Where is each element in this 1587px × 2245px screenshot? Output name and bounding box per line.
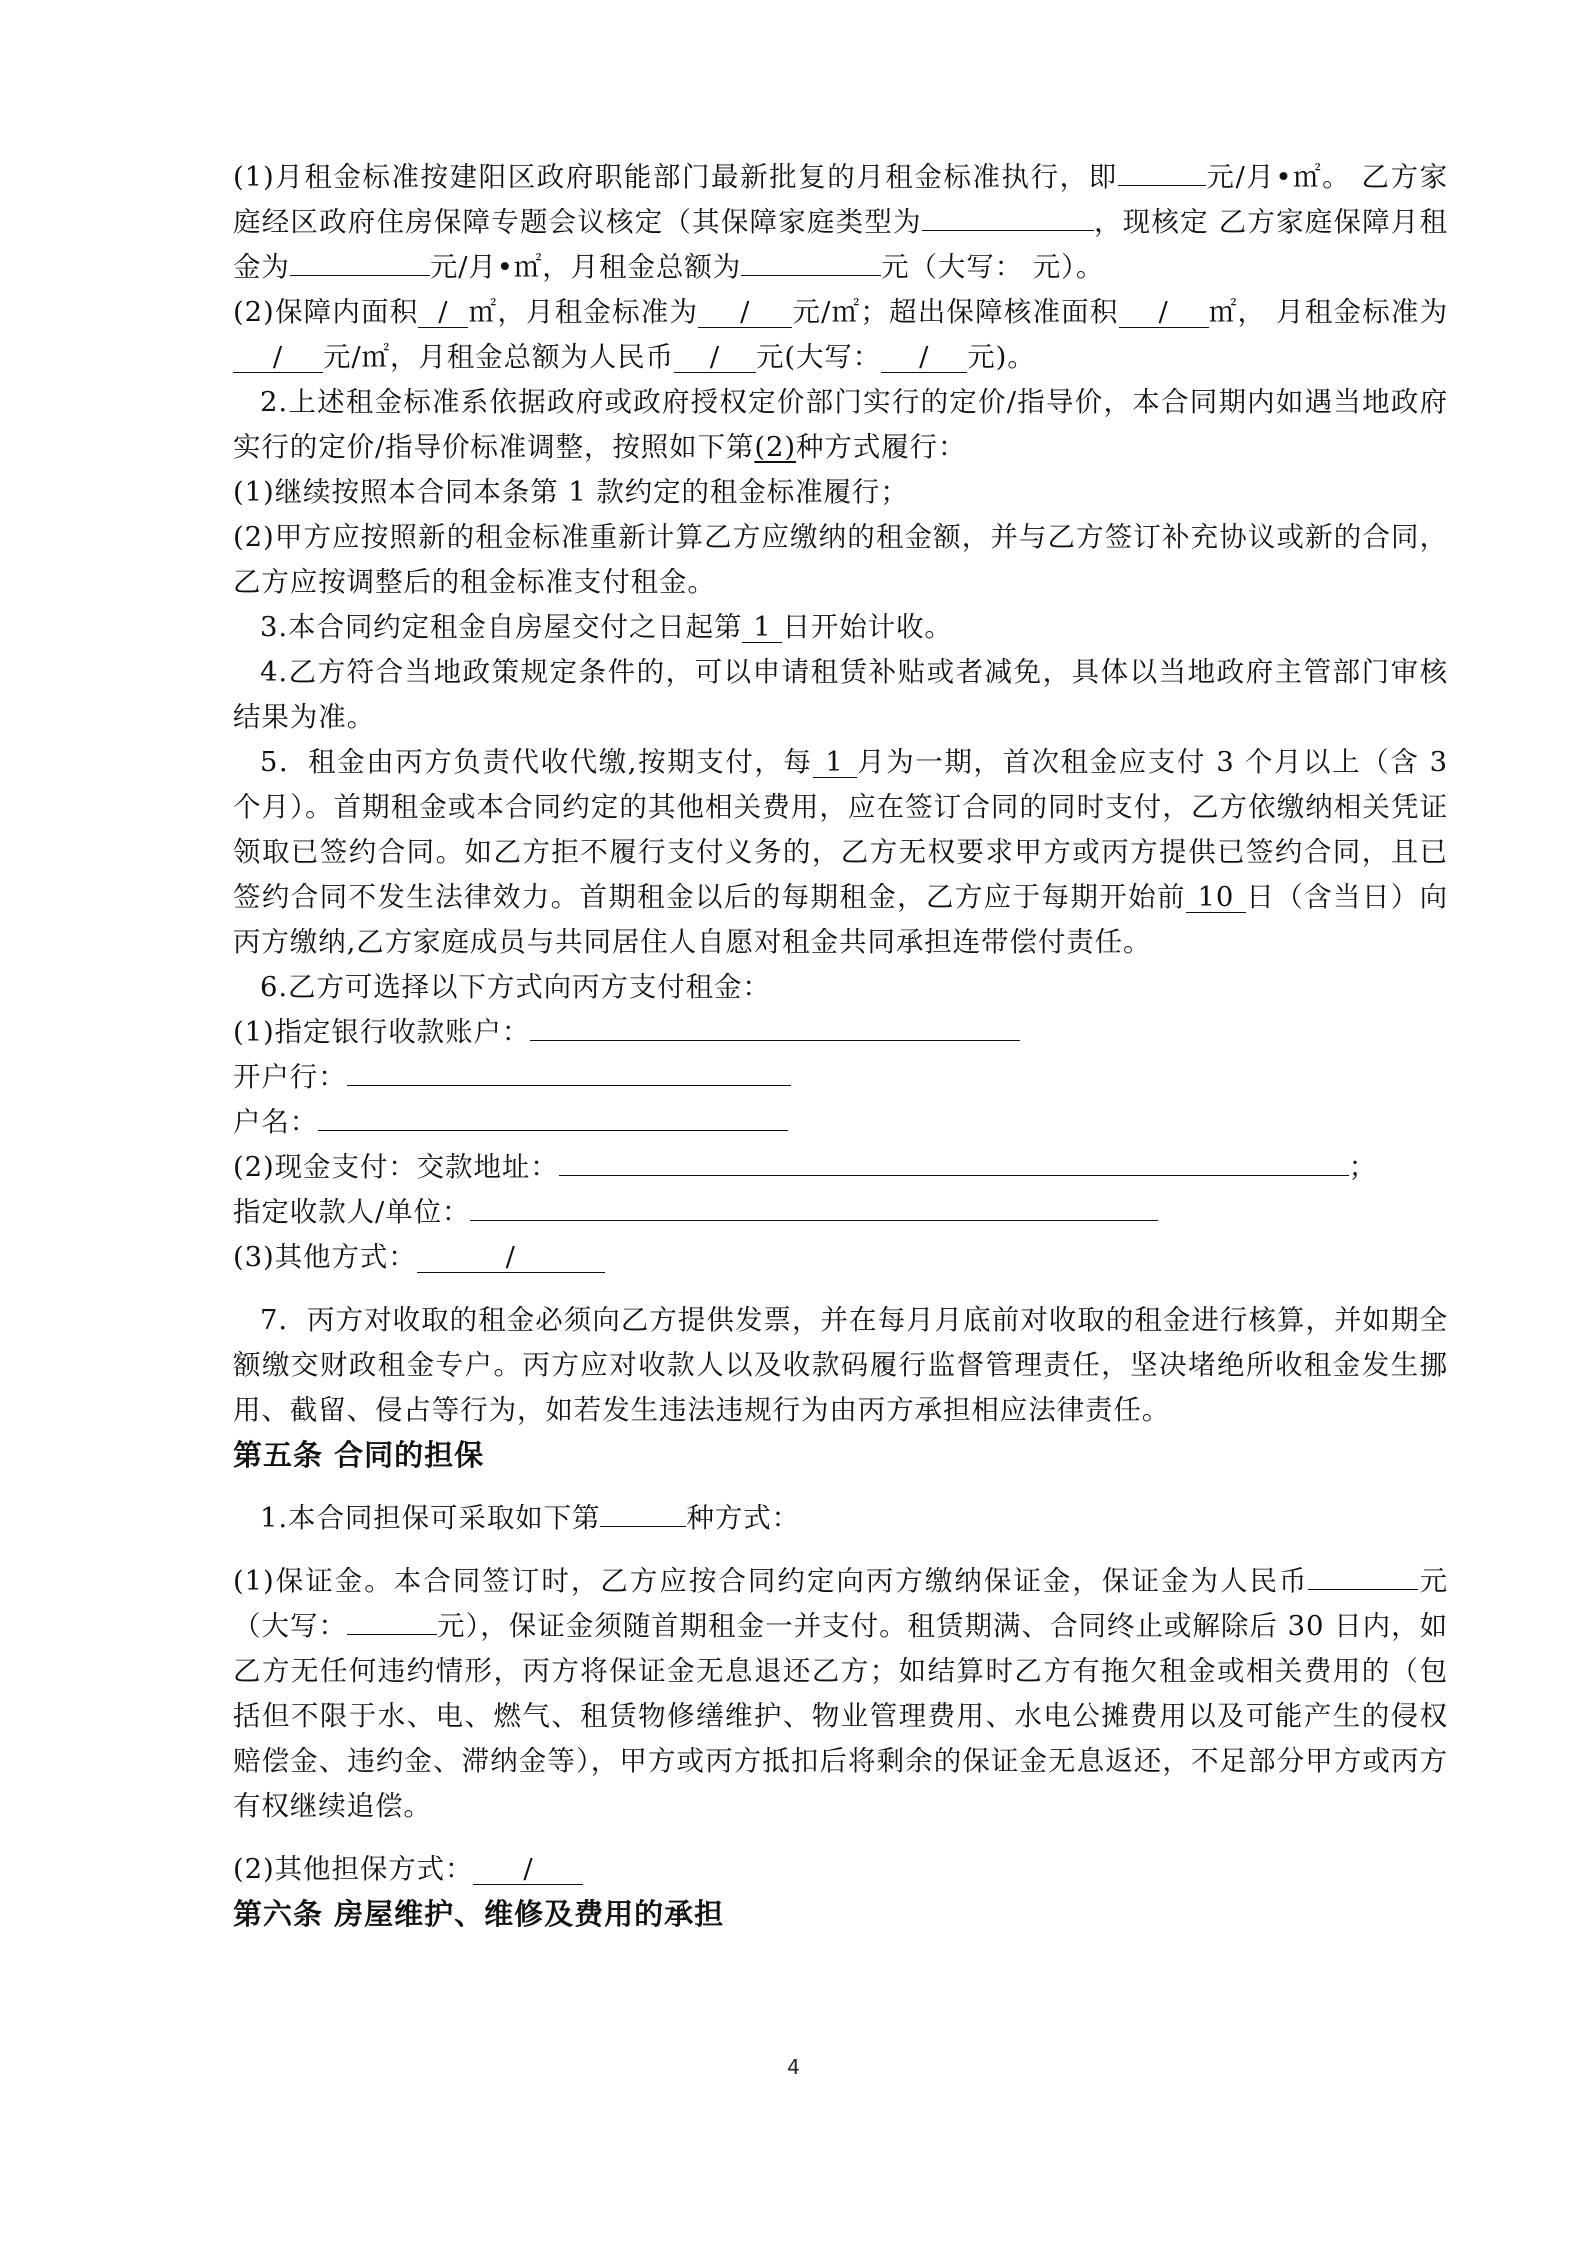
payment-receiver-label: 指定收款人/单位： bbox=[233, 1196, 471, 1228]
blank-monthly-rent[interactable] bbox=[290, 275, 430, 276]
rent-clause5 bbox=[233, 740, 1448, 965]
payment-cash bbox=[233, 1145, 1448, 1190]
guarantee-other bbox=[233, 1847, 1448, 1892]
page-number: 4 bbox=[787, 2055, 800, 2079]
payment-bank-label: (1)指定银行收款账户： bbox=[233, 1016, 531, 1048]
blank-excess-standard[interactable]: / bbox=[233, 342, 323, 373]
rent-item1-unit: 元/月•㎡。 bbox=[1205, 161, 1352, 193]
payment-cash-label: (2)现金支付：交款地址： bbox=[233, 1151, 559, 1183]
blank-family-type[interactable] bbox=[922, 230, 1094, 231]
blank-deposit-amount[interactable] bbox=[1308, 1589, 1418, 1590]
rent-clause7: 7．丙方对收取的租金必须向乙方提供发票，并在每月月底前对收取的租金进行核算，并如期全额缴交财政租金专户。丙方应对收款人以及收款码履行监督管理责任，坚决堵绝所收租金发生挪用、截留、侵占等行为，如若发生违法违规行为由丙方承担相应法律责任。 bbox=[233, 1304, 1448, 1426]
blank-total-words[interactable]: / bbox=[881, 342, 967, 373]
blank-cash-address[interactable] bbox=[559, 1175, 1349, 1176]
payment-bank-name bbox=[233, 1055, 1448, 1100]
rent-item2-text-f: 元/㎡，月租金总额为人民币 bbox=[323, 341, 674, 373]
rent-item2-text-d: ㎡， bbox=[1208, 296, 1267, 328]
blank-bank-account[interactable] bbox=[530, 1040, 1020, 1041]
blank-other-guarantee[interactable]: / bbox=[473, 1854, 583, 1885]
blank-guarantee-method[interactable] bbox=[600, 1526, 686, 1527]
blank-account-name[interactable] bbox=[318, 1130, 788, 1131]
blank-deposit-words[interactable] bbox=[347, 1634, 437, 1635]
blank-bank-name[interactable] bbox=[347, 1085, 791, 1086]
rent-clause3-text-b: 日开始计收。 bbox=[782, 611, 953, 643]
guarantee-clause1 bbox=[233, 1496, 1448, 1541]
rent-item1-line3: 乙方家庭保障月租金为 bbox=[233, 206, 1448, 283]
rent-item1-line3-end: 元（大写： bbox=[881, 251, 1024, 283]
blank-start-day[interactable]: 1 bbox=[742, 612, 782, 643]
guarantee-other-label: (2)其他担保方式： bbox=[233, 1853, 474, 1885]
blank-rent-standard[interactable] bbox=[1118, 185, 1206, 186]
rent-item1 bbox=[233, 155, 1448, 290]
blank-area-standard[interactable]: / bbox=[698, 297, 792, 328]
blank-area[interactable]: / bbox=[418, 297, 468, 328]
article5-heading: 第五条 合同的担保 bbox=[233, 1438, 485, 1472]
rent-clause2-text: 2.上述租金标准系依据政府或政府授权定价部门实行的定价/指导价，本合同期内如遇当地政府实行的定价/指导价标准调整，按照如下第 bbox=[233, 386, 1448, 463]
rent-item2-text-c: 元/㎡；超出保障核准面积 bbox=[792, 296, 1119, 328]
guarantee-deposit bbox=[233, 1559, 1448, 1829]
guarantee-deposit-text: (1)保证金。本合同签订时，乙方应按合同约定向丙方缴纳保证金，保证金为人民币 bbox=[233, 1565, 1309, 1597]
rent-clause3-text: 3.本合同约定租金自房屋交付之日起第 bbox=[260, 611, 743, 643]
rent-clause2-text-b: 种方式履行： bbox=[796, 431, 967, 463]
rent-item2-text: (2)保障内面积 bbox=[233, 296, 419, 328]
rent-clause5-text-c: 日（含当日）向丙方缴纳,乙方家庭成员与共同居住人自愿对租金共同承担连带偿付责任。 bbox=[233, 881, 1448, 958]
rent-item2-text-g: 元(大写： bbox=[755, 341, 882, 373]
rent-clause2-option1: (1)继续按照本合同本条第 1 款约定的租金标准履行； bbox=[233, 476, 909, 508]
rent-clause2 bbox=[233, 380, 1448, 470]
payment-cash-end: ； bbox=[1348, 1151, 1378, 1183]
rent-clause2-option2: (2)甲方应按照新的租金标准重新计算乙方应缴纳的租金额，并与乙方签订补充协议或新的合同，乙方应按调整后的租金标准支付租金。 bbox=[233, 521, 1448, 598]
rent-clause6: 6.乙方可选择以下方式向丙方支付租金： bbox=[260, 971, 771, 1003]
payment-receiver bbox=[233, 1190, 1448, 1235]
payment-bank bbox=[233, 1010, 1448, 1055]
article6-heading: 第六条 房屋维护、维修及费用的承担 bbox=[233, 1897, 725, 1931]
rent-item1-line2: 乙方家庭经区政府住房保障专题会议核定（其保障家庭类型为 bbox=[233, 161, 1448, 238]
payment-account-name bbox=[233, 1100, 1448, 1145]
guarantee-clause1-text: 1.本合同担保可采取如下第 bbox=[260, 1502, 601, 1534]
blank-rent-total[interactable] bbox=[741, 275, 881, 276]
payment-other bbox=[233, 1235, 1448, 1280]
rent-clause3 bbox=[233, 605, 1448, 650]
payment-bank-name-label: 开户行： bbox=[233, 1061, 347, 1093]
payment-account-name-label: 户名： bbox=[233, 1106, 319, 1138]
blank-receiver[interactable] bbox=[470, 1220, 1158, 1221]
blank-payment-period[interactable]: 1 bbox=[813, 747, 857, 778]
rent-item1-text: (1)月租金标准按建阳区政府职能部门最新批复的月租金标准执行，即 bbox=[233, 161, 1118, 193]
rent-item2-text-h: 元)。 bbox=[967, 341, 1036, 373]
blank-total-rmb[interactable]: / bbox=[674, 342, 756, 373]
rent-clause5-text: 5．租金由丙方负责代收代缴,按期支付，每 bbox=[260, 746, 813, 778]
rent-item1-line3-mid: 元/月•㎡，月租金总额为 bbox=[429, 251, 742, 283]
rent-clause2-choice[interactable]: (2) bbox=[754, 431, 797, 463]
blank-excess-area[interactable]: / bbox=[1119, 297, 1209, 328]
document-body bbox=[233, 155, 1448, 1937]
rent-item2-text-e: 月租金标准为 bbox=[1276, 296, 1448, 328]
rent-item2-text-b: ㎡，月租金标准为 bbox=[468, 296, 699, 328]
guarantee-deposit-text-c: 元），保证金须随首期租金一并支付。租赁期满、合同终止或解除后 30 日内，如乙方无任何违约情形，丙方将保证金无息退还乙方；如结算时乙方有拖欠租金或相关费用的（包括但不限于水、电、燃气、租赁物修缮维护、物业管理费用、水电公摊费用以及可能产生的侵权赔偿金、违约金、滞纳金等），甲方或丙方抵扣后将剩余的保证金无息返还，不足部分甲方或丙方有权继续追偿。 bbox=[233, 1610, 1448, 1822]
rent-item1-line4: 元）。 bbox=[1032, 251, 1105, 283]
payment-other-label: (3)其他方式： bbox=[233, 1241, 417, 1273]
rent-item2 bbox=[233, 290, 1448, 380]
blank-other-method[interactable]: / bbox=[417, 1242, 605, 1273]
guarantee-clause1-text-b: 种方式： bbox=[686, 1502, 801, 1534]
rent-clause4: 4.乙方符合当地政策规定条件的，可以申请租赁补贴或者减免，具体以当地政府主管部门审核结果为准。 bbox=[233, 656, 1448, 733]
rent-clause5-text-b: 月为一期，首次租金应支付 3 个月以上（含 3 个月）。首期租金或本合同约定的其他相关费用，应在签订合同的同时支付，乙方依缴纳相关凭证领取已签约合同。如乙方拒不履行支付义务的，乙方无权要求甲方或丙方提供已签约合同，且已签约合同不发生法律效力。首期租金以后的每期租金，乙方应于每期开始前 bbox=[233, 746, 1448, 913]
rent-item1-line2-end: ，现核定 bbox=[1093, 206, 1209, 238]
blank-advance-days[interactable]: 10 bbox=[1186, 882, 1246, 913]
guarantee-deposit-text-b: 元（大写： bbox=[233, 1565, 1448, 1642]
